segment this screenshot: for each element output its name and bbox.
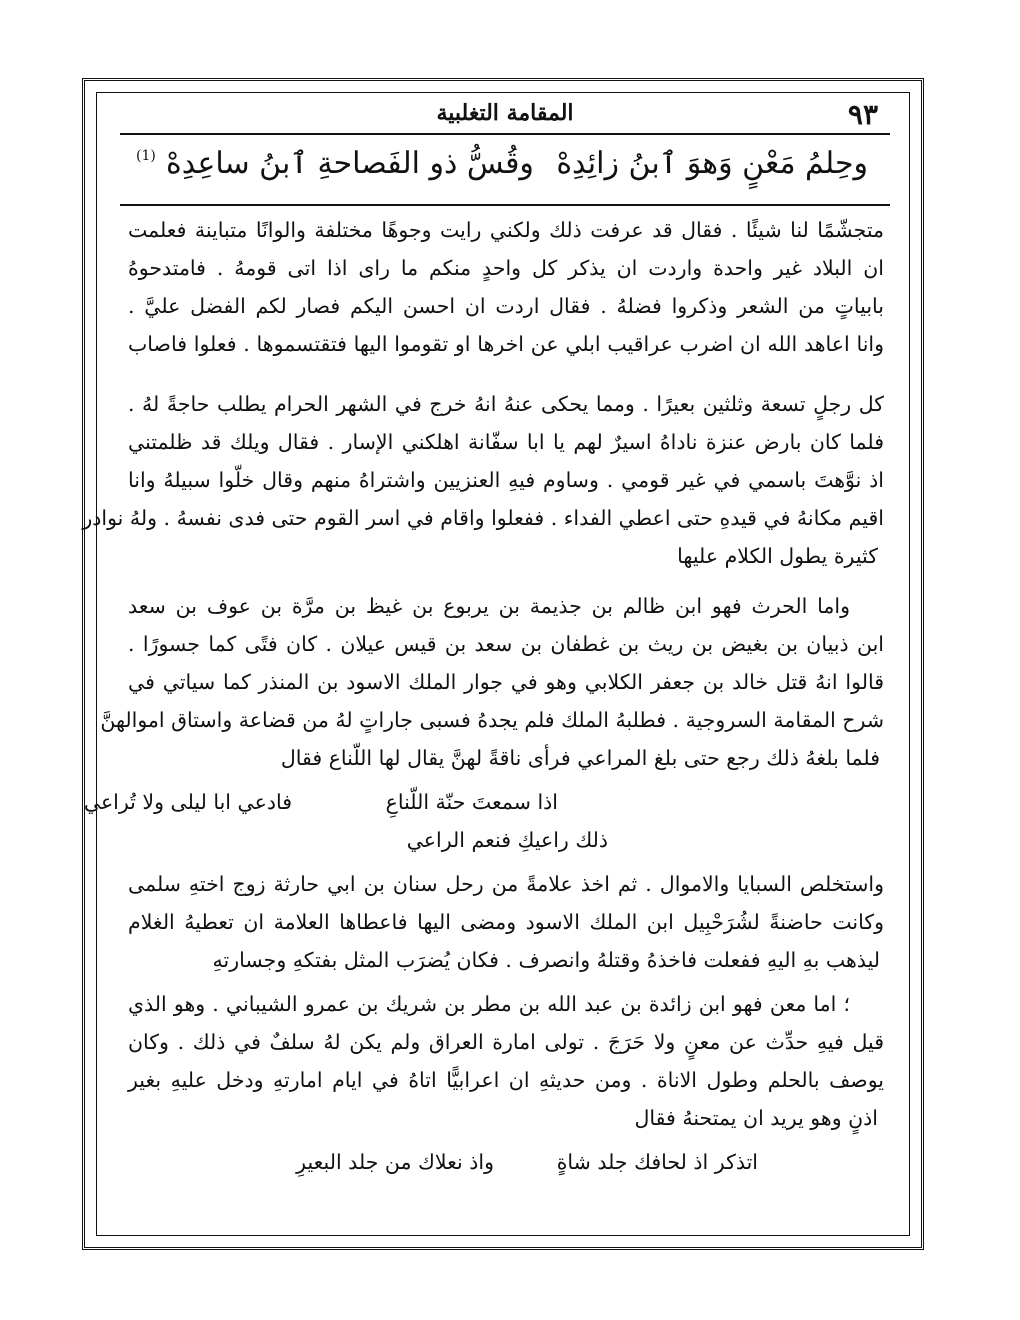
footnote-marker: (1) — [136, 148, 156, 164]
text-line: فلما كان بارض عنزة ناداهُ اسيرٌ لهم يا ابا سفّانة اهلكني الإسار . فقال ويلك قد ظلمتني — [128, 430, 884, 454]
text-line: بابياتٍ من الشعر وذكروا فضلهُ . فقال اردت ان احسن اليكم فصار لكم الفضل عليَّ . — [128, 294, 884, 318]
text-line: اذنٍ وهو يريد ان يمتحنهُ فقال — [634, 1106, 878, 1130]
text-line: شرح المقامة السروجية . فطلبهُ الملك فلم يجدهُ فسبى جاراتٍ لهُ من قضاعة واستاق اموالهنَّ — [100, 708, 884, 732]
poem-hemistich: اتذكر اذ لحافك جلد شاةٍ — [556, 1150, 758, 1174]
text-line: قيل فيهِ حدِّث عن معنٍ ولا حَرَجَ . تولى امارة العراق ولم يكن لهُ سلفٌ في ذلك . وكان — [128, 1030, 884, 1054]
page-header — [120, 96, 890, 132]
text-line: وانا اعاهد الله ان اضرب عراقيب ابلي عن اخرها او تقوموا اليها فتقتسموها . فعلوا فاصاب — [128, 332, 884, 356]
verse-hemistich-second: وقُسُّ ذو الفَصاحةِ ٱبنُ ساعِدِهْ — [166, 146, 534, 181]
text-line: يوصف بالحلم وطول الاناة . ومن حديثهِ ان اعرابيًّا اتاهُ في ايام امارتهِ ودخل عليهِ بغير — [128, 1068, 885, 1092]
text-line: اقيم مكانهُ في قيدهِ حتى اعطي الفداء . ففعلوا واقام في اسر القوم حتى فدى نفسهُ . ولهُ نوادر — [82, 506, 884, 530]
verse-line — [130, 146, 878, 196]
text-line: اذ نوَّهتَ باسمي في غير قومي . وساوم فيهِ العنزيين واشتراهُ منهم وقال خلّوا سبيلهُ وانا — [128, 468, 884, 492]
text-line: واما الحرث فهو ابن ظالم بن جذيمة بن يربوع بن غيظ بن مرَّة بن عوف بن سعد — [128, 594, 850, 618]
text-line: كثيرة يطول الكلام عليها — [677, 544, 878, 568]
text-line: ابن ذبيان بن بغيض بن ريث بن غطفان بن سعد بن قيس عيلان . كان فتًى كما جسورًا . — [128, 632, 884, 656]
header-rule — [120, 133, 890, 135]
text-line: ان البلاد غير واحدة واردت ان يذكر كل واحدٍ منكم ما راى اذا اتى قومهُ . فامتدحوهُ — [128, 256, 884, 280]
poem-hemistich: واذ نعلاك من جلد البعيرِ — [296, 1150, 494, 1174]
page-number: ٩٣ — [847, 98, 878, 131]
text-line: فلما بلغهُ ذلك رجع حتى بلغ المراعي فرأى ناقةً لهنَّ يقال لها اللّناع فقال — [280, 746, 880, 770]
text-line: ؛ اما معن فهو ابن زائدة بن عبد الله بن مطر بن شريك بن عمرو الشيباني . وهو الذي — [128, 992, 850, 1016]
text-line: كل رجلٍ تسعة وثلثين بعيرًا . ومما يحكى عنهُ انهُ خرج في الشهر الحرام يطلب حاجةً لهُ . — [128, 392, 884, 416]
poem-hemistich: اذا سمعتَ حنّة اللّناعِ — [385, 790, 558, 814]
text-line: قالوا انهُ قتل خالد بن جعفر الكلابي وهو في جوار الملك الاسود بن المنذر كما سياتي في — [128, 670, 884, 694]
verse-hemistich-first: وحِلمُ مَعْنٍ وَهوَ ٱبنُ زائِدِهْ — [556, 146, 868, 181]
text-line: واستخلص السبايا والاموال . ثم اخذ علامةً من رحل سنان بن ابي حارثة زوج اختهِ سلمى — [128, 872, 884, 896]
text-line: متجشّمًا لنا شيئًا . فقال قد عرفت ذلك ولكني رايت وجوهًا مختلفة والوانًا متباينة فعلمت — [128, 218, 884, 242]
text-line: وكانت حاضنةً لشُرَحْبِيل ابن الملك الاسود ومضى اليها فاعطاها العلامة ان تعطيهُ الغلام — [128, 910, 884, 934]
poem-hemistich: فادعي ابا ليلى ولا تُراعي — [83, 790, 292, 814]
running-title: المقامة التغلبية — [436, 100, 574, 126]
poem-line: ذلك راعيكِ فنعم الراعي — [406, 828, 608, 852]
verse-rule — [120, 204, 890, 206]
text-line: ليذهب بهِ اليهِ ففعلت فاخذهُ وقتلهُ وانصرف . فكان يُضرَب المثل بفتكهِ وجسارتهِ — [212, 948, 880, 972]
